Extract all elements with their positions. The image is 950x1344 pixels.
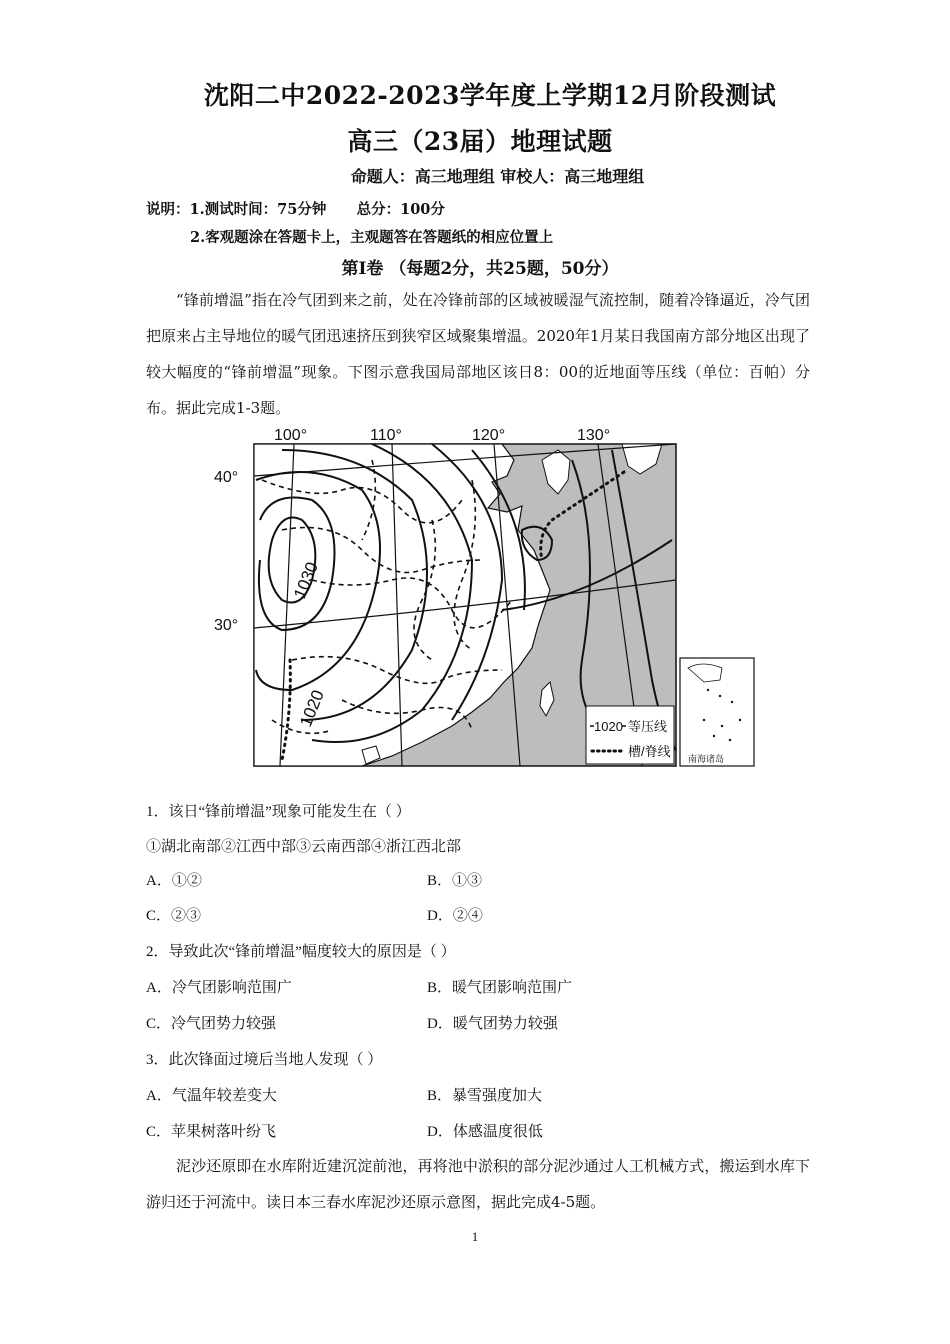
lon-label-120: 120° <box>472 427 506 444</box>
exam-title: 沈阳二中2022-2023学年度上学期12月阶段测试 <box>203 81 777 110</box>
map-legend <box>586 706 674 764</box>
question-2-option-a[interactable]: A．冷气团影响范围广 <box>146 980 292 996</box>
isobar-map-figure <box>214 420 762 770</box>
instructions-line-2: 2.客观题涂在答题卡上，主观题答在答题纸的相应位置上 <box>190 229 554 246</box>
inset-label: 南海诸岛 <box>688 754 725 764</box>
question-1-stem: 1．该日“锋前增温”现象可能发生在（ ） <box>146 804 411 820</box>
question-3-option-c[interactable]: C．苹果树落叶纷飞 <box>146 1124 277 1140</box>
page-number: 1 <box>471 1229 479 1244</box>
section-title: 第Ⅰ卷 （每题2分，共25题，50分） <box>341 259 619 279</box>
question-3-option-d[interactable]: D．体感温度很低 <box>427 1124 543 1140</box>
closing-paragraph: 泥沙还原即在水库附近建沉淀前池，再将池中淤积的部分泥沙通过人工机械方式，搬运到水库下游归还于河流中。读日本三春水库泥沙还原示意图，据此完成4-5题。 <box>146 1157 810 1211</box>
question-1-option-d[interactable]: D．②④ <box>427 908 483 924</box>
question-1-choices-text: ①湖北南部②江西中部③云南西部④浙江西北部 <box>146 839 462 855</box>
question-2-option-d[interactable]: D．暖气团势力较强 <box>427 1016 558 1032</box>
lon-label-110: 110° <box>370 427 402 444</box>
question-2-stem: 2．导致此次“锋前增温”幅度较大的原因是（ ） <box>146 944 456 960</box>
question-3-stem: 3．此次锋面过境后当地人发现（ ） <box>146 1052 383 1068</box>
legend-isobar-label: 等压线 <box>628 719 668 734</box>
question-3-option-a[interactable]: A．气温年较差变大 <box>146 1088 277 1104</box>
question-3-option-b[interactable]: B．暴雪强度加大 <box>427 1088 543 1104</box>
question-1-option-b[interactable]: B．①③ <box>427 873 483 889</box>
question-2-option-c[interactable]: C．冷气团势力较强 <box>146 1016 277 1032</box>
lon-label-100: 100° <box>274 427 308 444</box>
question-1-option-a[interactable]: A．①② <box>146 873 202 889</box>
lon-label-130: 130° <box>577 427 611 444</box>
lat-label-30: 30° <box>214 617 239 634</box>
intro-paragraph: “锋前增温”指在冷气团到来之前，处在冷锋前部的区域被暖湿气流控制，随着冷锋逼近，冷气团把原来占主导地位的暖气团迅速挤压到狭窄区域聚集增温。2020年1月某日我国南方部分地区出现了较大幅度的“锋前增温”现象。下图示意我国局部地区该日8：00的近地面等压线（单位：百帕）分布。据此完成1-3题。 <box>146 291 810 417</box>
legend-trough-label: 槽/脊线 <box>628 744 671 759</box>
south-sea-inset <box>680 658 754 766</box>
question-2-option-b[interactable]: B．暖气团影响范围广 <box>427 980 573 996</box>
question-1-option-c[interactable]: C．②③ <box>146 908 202 924</box>
isobar-map <box>214 420 762 770</box>
contour-label-1020: 1020 <box>296 687 328 730</box>
authors-line: 命题人：高三地理组 审校人：高三地理组 <box>350 167 645 186</box>
legend-isobar-value: 1020 <box>594 719 623 734</box>
instructions-line-1: 说明：1.测试时间：75分钟 总分：100分 <box>146 201 445 218</box>
contour-label-1030: 1030 <box>290 559 322 602</box>
lat-label-40: 40° <box>214 469 239 486</box>
exam-subtitle: 高三（23届）地理试题 <box>347 127 613 156</box>
